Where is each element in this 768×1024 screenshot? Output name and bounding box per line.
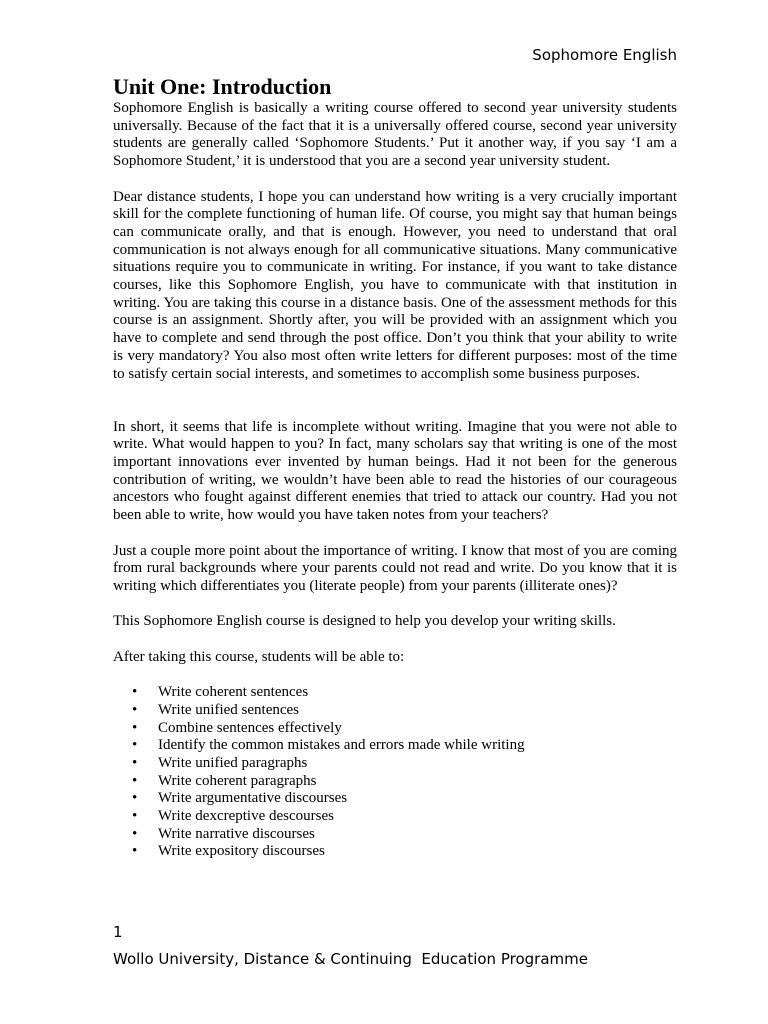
running-footer: Wollo University, Distance & Continuing Education Programme	[113, 950, 588, 968]
list-item-text: Write coherent paragraphs	[158, 772, 317, 789]
paragraph-intro: Sophomore English is basically a writing course offered to second year university students universally. Because of the fact that it is a universally offered course, second year university students are generally called ‘Sophomore Students.’ Put it another way, if you say ‘I am a Sophomore Student,’ it is understood that you are a second year university student.	[113, 100, 677, 170]
bullet-icon: •	[132, 772, 138, 789]
bullet-icon: •	[132, 843, 138, 860]
unit-title: Unit One: Introduction	[113, 74, 332, 99]
list-item	[113, 720, 677, 738]
list-item-text: Write argumentative discourses	[158, 790, 348, 807]
bullet-icon: •	[132, 808, 138, 825]
paragraph-life-without-writing: In short, it seems that life is incomplete without writing. Imagine that you were not able to write. What would happen to you? In fact, many scholars say that writing is one of the most important innovations ever invented by human beings. Had it not been for the generous contribution of writing, we wouldn’t have been able to read the histories of our courageous ancestors who fought against different enemies that tried to attack our country. Had you not been able to write, how would you have taken notes from your teachers?	[113, 418, 677, 524]
list-item	[113, 773, 677, 791]
bullet-icon: •	[132, 790, 138, 807]
list-item-text: Write coherent sentences	[158, 684, 309, 701]
list-item	[113, 808, 677, 826]
list-item	[113, 790, 677, 808]
list-item	[113, 684, 677, 702]
list-item-text: Write dexcreptive descourses	[158, 808, 334, 825]
bullet-icon: •	[132, 825, 138, 842]
list-item	[113, 702, 677, 720]
learning-outcomes-list	[113, 684, 677, 861]
list-item-text: Write narrative discourses	[158, 825, 315, 842]
bullet-icon: •	[132, 719, 138, 736]
bullet-icon: •	[132, 754, 138, 771]
list-item-text: Write unified sentences	[158, 701, 300, 718]
list-item-text: Write unified paragraphs	[158, 754, 308, 771]
paragraph-course-purpose: This Sophomore English course is designed to help you develop your writing skills.	[113, 613, 616, 630]
bullet-icon: •	[132, 684, 138, 701]
running-header: Sophomore English	[532, 46, 677, 64]
paragraph-outcomes-intro: After taking this course, students will be able to:	[113, 648, 405, 665]
list-item	[113, 737, 677, 755]
paragraph-literacy: Just a couple more point about the importance of writing. I know that most of you are coming from rural backgrounds where your parents could not read and write. Do you know that it is writing which differentiates you (literate people) from your parents (illiterate ones)?	[113, 542, 677, 594]
list-item-text: Identify the common mistakes and errors made while writing	[158, 737, 525, 754]
list-item	[113, 755, 677, 773]
page-number: 1	[113, 923, 123, 941]
page-body	[113, 74, 677, 861]
list-item	[113, 826, 677, 844]
list-item-text: Write expository discourses	[158, 843, 325, 860]
bullet-icon: •	[132, 737, 138, 754]
list-item	[113, 843, 677, 861]
paragraph-importance: Dear distance students, I hope you can understand how writing is a very crucially important skill for the complete functioning of human life. Of course, you might say that human beings can communicate orally, and that is enough. However, you need to understand that oral communication is not always enough for all communicative situations. Many communicative situations require you to communicate in writing. For instance, if you want to take distance courses, like this Sophomore English, you have to communicate with that institution in writing. You are taking this course in a distance basis. One of the assessment methods for this course is an assignment. Shortly after, you will be provided with an assignment which you have to complete and send through the post office. Don’t you think that your ability to write is very mandatory? You also most often write letters for different purposes: most of the time to satisfy certain social interests, and sometimes to accomplish some business purposes.	[113, 188, 677, 382]
list-item-text: Combine sentences effectively	[158, 719, 342, 736]
bullet-icon: •	[132, 701, 138, 718]
